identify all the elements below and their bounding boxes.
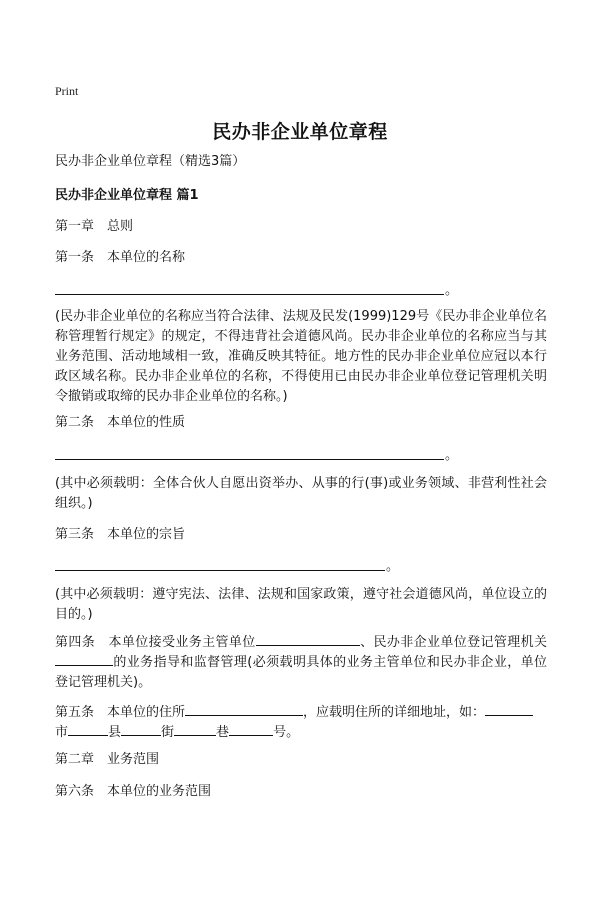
article-4-part-2: 、民办非企业单位登记管理机关 [359, 635, 547, 650]
article-5-lane: 巷 [216, 725, 230, 740]
article-3-heading: 第三条 本单位的宗旨 [55, 527, 186, 542]
article-3-note: (其中必须载明：遵守宪法、法律、法规和国家政策，遵守社会道德风尚，单位设立的目的。) [55, 587, 547, 622]
article-1-note: (民办非企业单位的名称应当符合法律、法规及民发(1999)129号《民办非企业单位名称管理暂行规定》的规定，不得违背社会道德风尚。民办非企业单位的名称应当与其业务范围、活动地域相一致，准确反映其特征。地方性的民办非企业单位应冠以本行政区域名称。民办非企业单位的名称，不得使用已由民办非企业单位登记管理机关明令撤销或取缔的民办非企业单位的名称。) [55, 309, 547, 404]
article-1-end-mark: 。 [445, 283, 459, 298]
article-4-text [55, 633, 547, 693]
article-4-blank-supervisor [256, 633, 360, 646]
document-title: 民办非企业单位章程 [212, 121, 388, 143]
section-heading: 民办非企业单位章程 篇1 [55, 188, 199, 203]
chapter-2-heading: 第二章 业务范围 [55, 752, 160, 767]
article-5-text [55, 703, 547, 743]
article-5-number: 号。 [273, 725, 300, 740]
article-4-part-3: 的业务指导和监督管理(必须载明具体的业务主管单位和民办非企业，单位登记管理机关)。 [55, 655, 547, 690]
article-6-heading: 第六条 本单位的业务范围 [55, 784, 212, 799]
article-5-blank-county [121, 723, 161, 736]
article-5-blank-city [68, 723, 108, 736]
print-link[interactable]: Print [55, 84, 79, 98]
article-5-blank-lane [229, 723, 273, 736]
article-5-county: 县 [108, 725, 122, 740]
article-5-city: 市 [55, 725, 69, 740]
article-1-blank-line [55, 294, 444, 295]
chapter-1-heading: 第一章 总则 [55, 219, 134, 234]
article-3-end-mark: 。 [386, 559, 400, 574]
article-2-note: (其中必须载明：全体合伙人自愿出资举办、从事的行(事)或业务领域、非营利性社会组织。) [55, 476, 547, 511]
article-5-street: 街 [161, 725, 175, 740]
article-1-heading: 第一条 本单位的名称 [55, 250, 186, 265]
article-3-blank-line [55, 570, 385, 571]
article-5-blank-prefix [485, 703, 533, 716]
article-2-blank-line [55, 459, 444, 460]
article-2-end-mark: 。 [445, 448, 459, 463]
article-5-part-1: 第五条 本单位的住所 [55, 705, 186, 720]
document-subtitle: 民办非企业单位章程（精选3篇） [55, 154, 246, 169]
article-2-heading: 第二条 本单位的性质 [55, 415, 186, 430]
article-5-part-2: ，应载明住所的详细地址，如： [303, 705, 486, 720]
article-5-blank-address [185, 703, 303, 716]
article-4-part-1: 第四条 本单位接受业务主管单位 [55, 635, 256, 650]
article-5-blank-street [174, 723, 216, 736]
article-4-blank-registration [55, 653, 113, 666]
